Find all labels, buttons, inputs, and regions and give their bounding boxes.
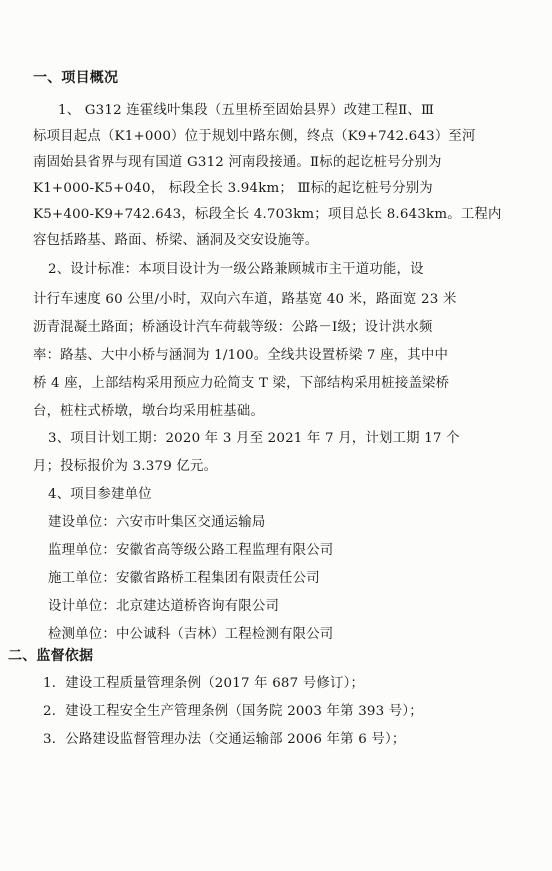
paragraph-2-line-5: 桥 4 座，上部结构采用预应力砼简支 T 梁，下部结构采用桩接盖梁桥	[33, 376, 450, 391]
paragraph-1-line-5: K5+400-K9+742.643，标段全长 4.703km；项目总长 8.643km。工程内	[33, 207, 502, 222]
paragraph-3-line-1: 3、项目计划工期：2020 年 3 月至 2021 年 7 月，计划工期 17 个	[48, 431, 460, 446]
participating-units-title: 4、项目参建单位	[48, 487, 152, 502]
basis-item-1: 1．建设工程质量管理条例（2017 年 687 号修订）；	[43, 676, 365, 691]
basis-item-2: 2．建设工程安全生产管理条例（国务院 2003 年第 393 号）；	[43, 704, 423, 719]
paragraph-2-line-2: 计行车速度 60 公里/小时，双向六车道，路基宽 40 米，路面宽 23 米	[33, 292, 457, 307]
paragraph-1-line-2: 标项目起点（K1+000）位于规划中路东侧，终点（K9+742.643）至河	[33, 129, 476, 144]
unit-design: 设计单位：北京建达道桥咨询有限公司	[48, 599, 280, 614]
unit-supervision: 监理单位：安徽省高等级公路工程监理有限公司	[48, 543, 334, 558]
paragraph-2-line-1: 2、设计标准：本项目设计为一级公路兼顾城市主干道功能，设	[48, 262, 424, 277]
unit-contractor: 施工单位：安徽省路桥工程集团有限责任公司	[48, 571, 320, 586]
paragraph-1-line-4: K1+000-K5+040， 标段全长 3.94km； Ⅲ标的起讫桩号分别为	[33, 181, 433, 196]
unit-construction-owner: 建设单位：六安市叶集区交通运输局	[48, 515, 266, 530]
paragraph-1-line-1: 1、 G312 连霍线叶集段（五里桥至固始县界）改建工程Ⅱ、Ⅲ	[58, 103, 435, 118]
paragraph-2-line-3: 沥青混凝土路面；桥涵设计汽车荷载等级：公路－Ⅰ级；设计洪水频	[33, 320, 433, 335]
paragraph-2-line-4: 率：路基、大中小桥与涵洞为 1/100。全线共设置桥梁 7 座，其中中	[33, 348, 449, 363]
paragraph-1-line-3: 南固始县省界与现有国道 G312 河南段接通。Ⅱ标的起讫桩号分别为	[33, 155, 442, 170]
basis-item-3: 3．公路建设监督管理办法（交通运输部 2006 年第 6 号）；	[43, 732, 406, 747]
section-heading-supervision-basis: 二、监督依据	[8, 648, 94, 664]
section-heading-project-overview: 一、项目概况	[33, 70, 119, 86]
paragraph-3-line-2: 月；投标报价为 3.379 亿元。	[33, 459, 218, 474]
paragraph-2-line-6: 台，桩柱式桥墩，墩台均采用桩基础。	[33, 404, 265, 419]
paragraph-1-line-6: 容包括路基、路面、桥梁、涵洞及交安设施等。	[33, 233, 319, 248]
unit-testing: 检测单位：中公诚科（吉林）工程检测有限公司	[48, 627, 334, 642]
